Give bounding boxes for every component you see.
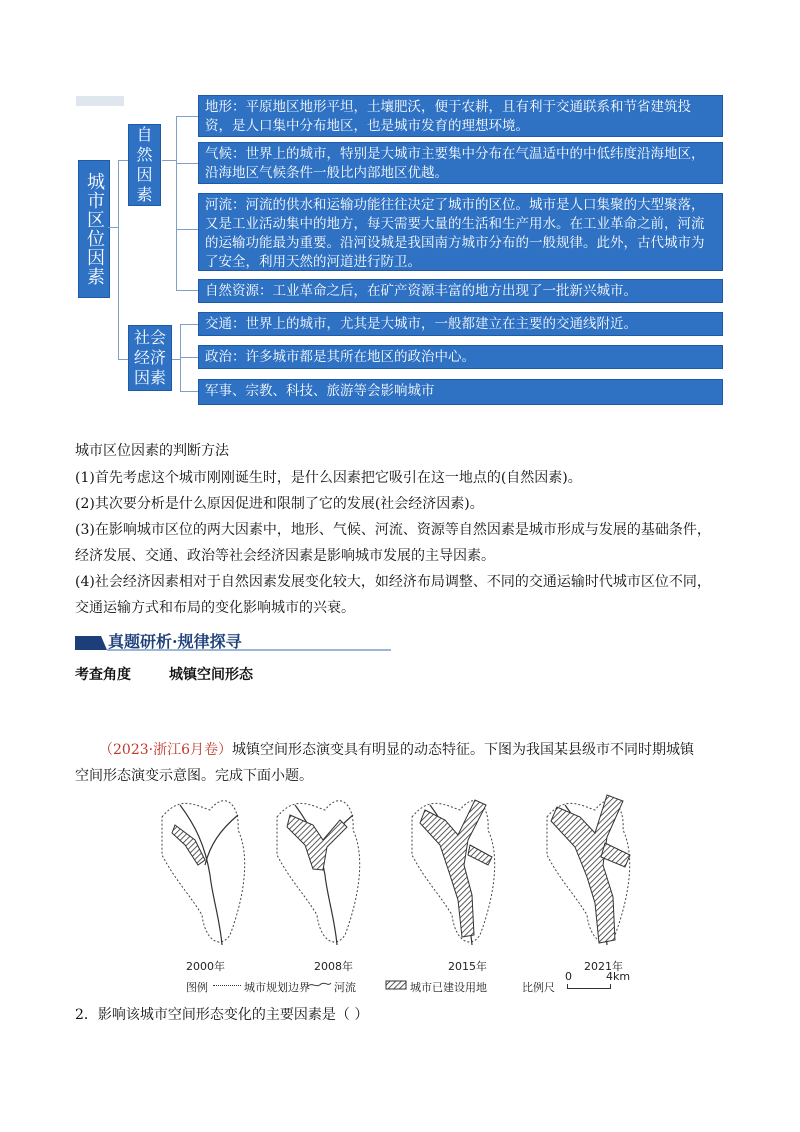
scale-km: 4km bbox=[606, 970, 631, 983]
connector bbox=[176, 229, 198, 230]
question-intro-a: 城镇空间形态演变具有明显的动态特征。下图为我国某县级市不同时期城镇 bbox=[232, 742, 694, 758]
connector bbox=[180, 357, 198, 358]
mindmap-shadow bbox=[76, 96, 124, 106]
map-2015 bbox=[412, 800, 495, 945]
legend-built-swatch bbox=[385, 980, 407, 990]
legend-built: 城市已建设用地 bbox=[410, 981, 487, 994]
section-banner-title: 真题研析·规律探寻 bbox=[108, 632, 242, 651]
method-p4a: (4)社会经济因素相对于自然因素发展变化较大，如经济布局调整、不同的交通运输时代城市区位不同， bbox=[75, 574, 711, 590]
year-2021: 2021年 bbox=[584, 960, 623, 973]
connector bbox=[118, 359, 128, 360]
leaf-transport: 交通：世界上的城市，尤其是大城市，一般都建立在主要的交通线附近。 bbox=[198, 312, 723, 336]
category-social-economic: 社会经济因素 bbox=[128, 325, 172, 391]
scale-zero: 0 bbox=[565, 970, 572, 983]
question-intro bbox=[99, 737, 729, 763]
leaf-climate: 气候：世界上的城市，特别是大城市主要集中分布在气温适中的中低纬度沿海地区，沿海地区气候条件一般比内部地区优越。 bbox=[198, 142, 723, 184]
method-title: 城市区位因素的判断方法 bbox=[75, 443, 229, 459]
connector bbox=[162, 160, 176, 161]
legend-boundary-swatch bbox=[213, 985, 241, 986]
connector bbox=[172, 359, 180, 360]
legend-title: 图例 bbox=[186, 981, 208, 994]
year-2008: 2008年 bbox=[314, 960, 353, 973]
legend-river: 河流 bbox=[334, 981, 356, 994]
connector bbox=[176, 290, 198, 291]
method-p3b: 经济发展、交通、政治等社会经济因素是影响城市发展的主导因素。 bbox=[75, 548, 495, 564]
method-p4b: 交通运输方式和布局的变化影响城市的兴衰。 bbox=[75, 600, 355, 616]
scale-bar bbox=[567, 984, 611, 989]
connector bbox=[108, 227, 118, 228]
connector bbox=[176, 116, 177, 290]
leaf-politics: 政治：许多城市都是其所在地区的政治中心。 bbox=[198, 345, 723, 369]
connector bbox=[180, 324, 181, 392]
scale-label: 比例尺 bbox=[522, 981, 555, 994]
method-p1: (1)首先考虑这个城市刚刚诞生时，是什么因素把它吸引在这一地点的(自然因素)。 bbox=[75, 470, 582, 486]
connector bbox=[180, 391, 198, 392]
connector bbox=[176, 163, 198, 164]
question-2: 2．影响该城市空间形态变化的主要因素是（ ） bbox=[75, 1007, 369, 1023]
connector bbox=[180, 324, 198, 325]
map-2008 bbox=[277, 801, 360, 945]
question-source: （2023·浙江6月卷） bbox=[99, 742, 232, 758]
legend-boundary: 城市规划边界 bbox=[244, 981, 310, 994]
question-intro-b: 空间形态演变示意图。完成下面小题。 bbox=[75, 768, 313, 784]
exam-angle-topic: 城镇空间形态 bbox=[169, 667, 253, 683]
connector bbox=[118, 160, 128, 161]
leaf-river: 河流：河流的供水和运输功能往往决定了城市的区位。城市是人口集聚的大型聚落，又是工业活动集中的地方，每天需要大量的生活和生产用水。在工业革命之前，河流的运输功能最为重要。沿河设城是我国南方城市分布的一般规律。此外，古代城市为了安全，利用天然的河道进行防卫。 bbox=[198, 193, 723, 271]
mindmap-root: 城市区位因素 bbox=[78, 160, 110, 298]
map-2000 bbox=[162, 801, 245, 945]
leaf-terrain: 地形：平原地区地形平坦，土壤肥沃，便于农耕，且有利于交通联系和节省建筑投资，是人口集中分布地区，也是城市发育的理想环境。 bbox=[198, 95, 723, 137]
leaf-other: 军事、宗教、科技、旅游等会影响城市 bbox=[198, 379, 723, 405]
connector bbox=[176, 116, 198, 117]
year-2000: 2000年 bbox=[186, 960, 225, 973]
exam-angle-label: 考查角度 bbox=[75, 667, 131, 683]
method-p3a: (3)在影响城市区位的两大因素中，地形、气候、河流、资源等自然因素是城市形成与发展的基础条件， bbox=[75, 522, 711, 538]
method-p2: (2)其次要分析是什么原因促进和限制了它的发展(社会经济因素)。 bbox=[75, 496, 484, 512]
year-2015: 2015年 bbox=[448, 960, 487, 973]
leaf-resources: 自然资源：工业革命之后，在矿产资源丰富的地方出现了一批新兴城市。 bbox=[198, 279, 723, 303]
legend-river-swatch bbox=[306, 980, 332, 990]
map-2021 bbox=[547, 795, 630, 945]
connector bbox=[118, 160, 119, 360]
category-natural: 自然因素 bbox=[128, 124, 161, 206]
city-form-maps bbox=[150, 785, 650, 985]
